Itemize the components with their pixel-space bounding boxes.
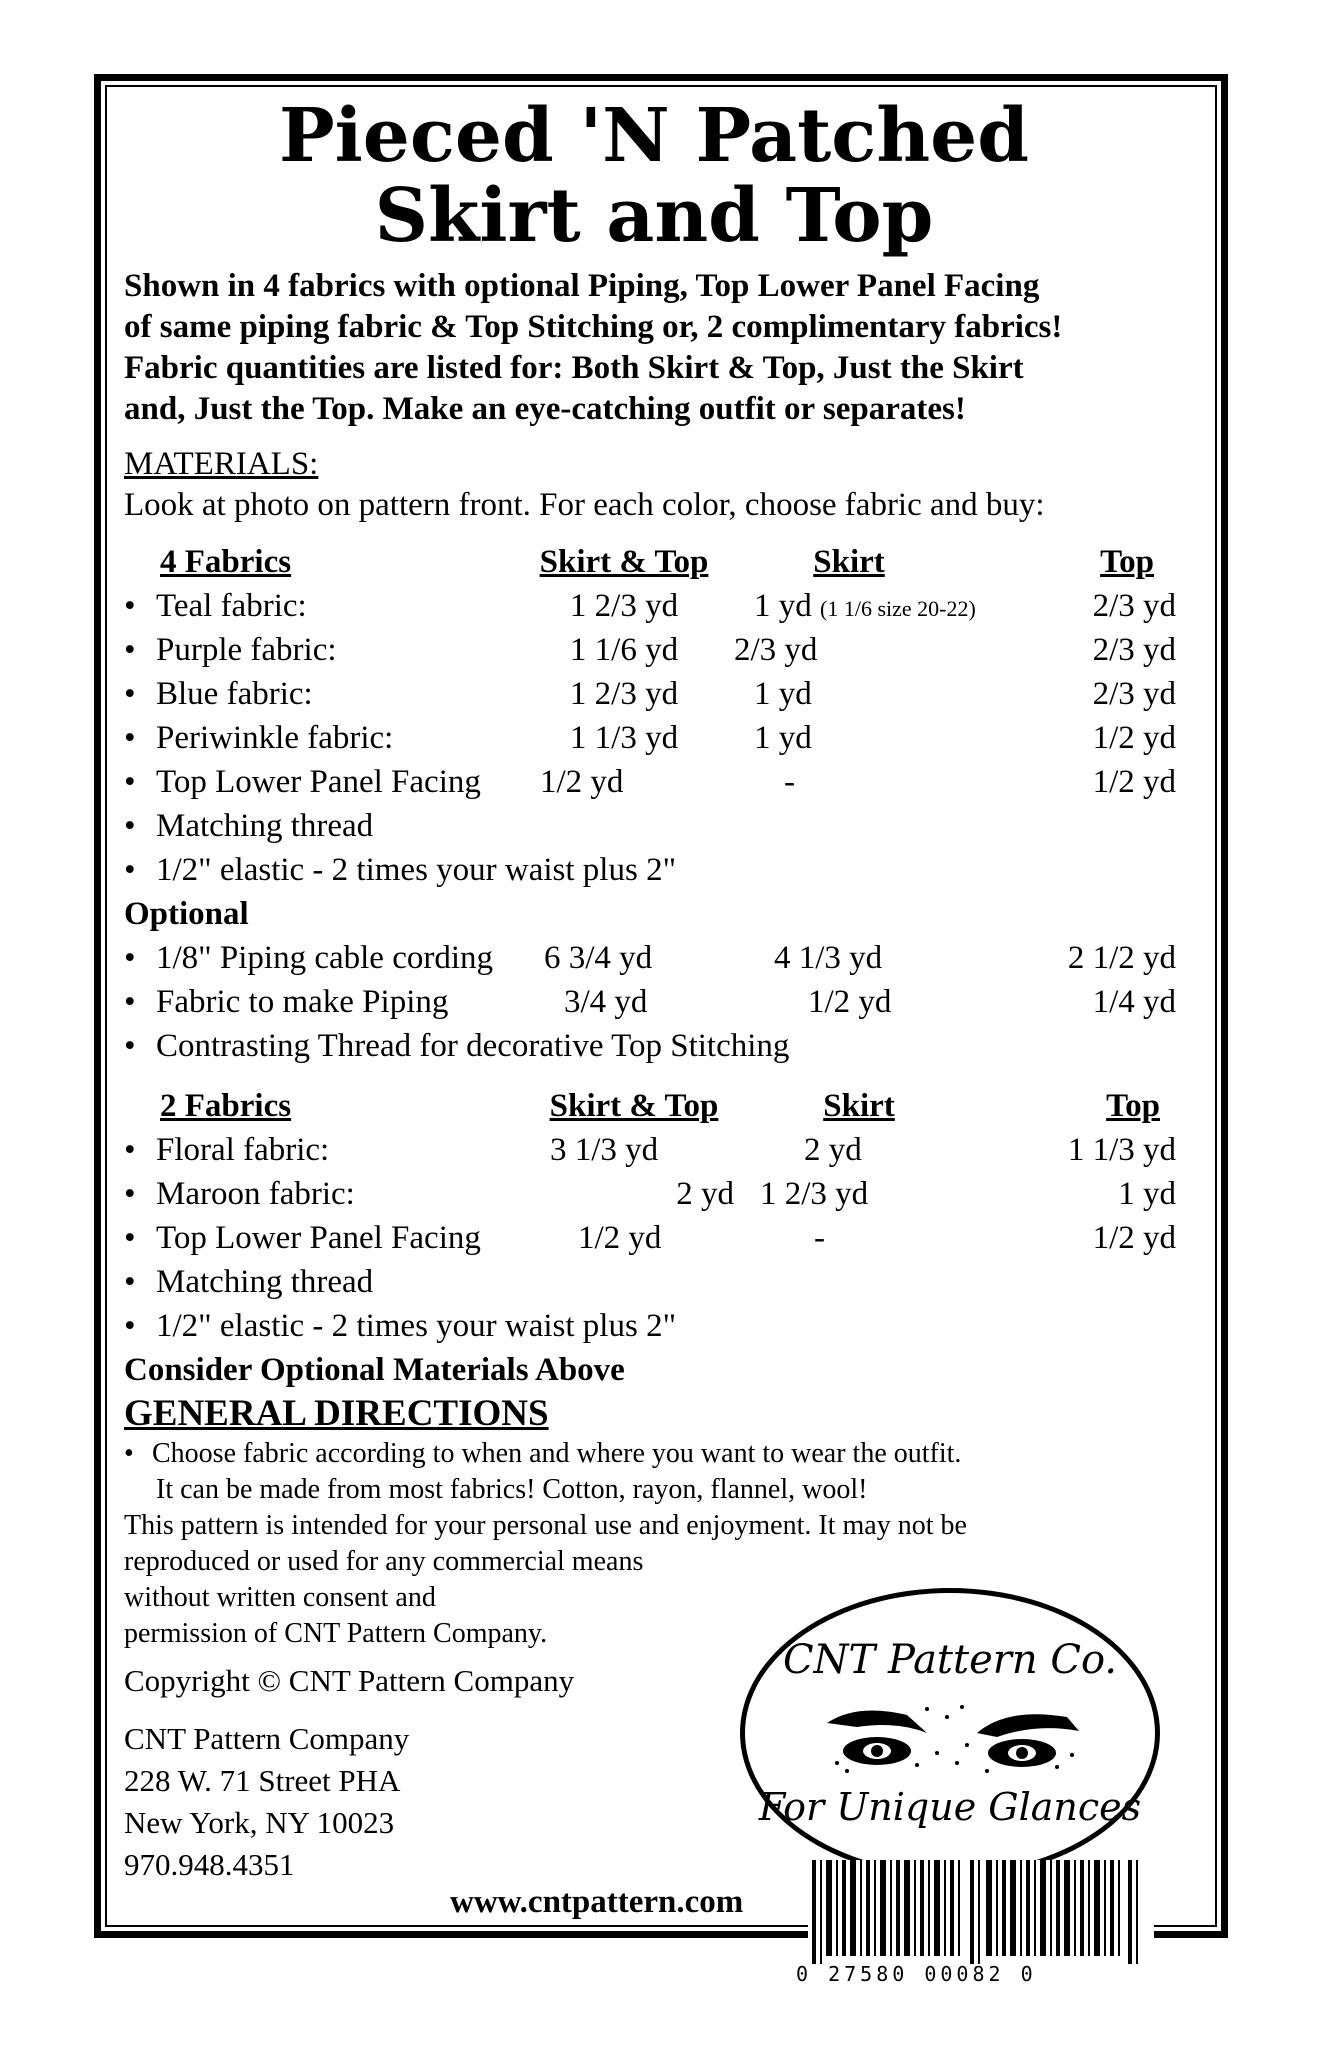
logo-title: CNT Pattern Co. (782, 1637, 1118, 1683)
table-row (124, 1128, 1184, 1172)
table-row (124, 1216, 1184, 1260)
list-item (124, 1260, 1184, 1304)
item-label: Top Lower Panel Facing (156, 763, 481, 800)
item-label: Fabric to make Piping (156, 983, 449, 1020)
table-row (124, 628, 1184, 672)
bullet: • (124, 1438, 134, 1469)
qty-both: 1 2/3 yd (569, 587, 679, 624)
optional-heading: Optional (124, 896, 249, 932)
list-item (124, 848, 1184, 892)
intro-line: and, Just the Top. Make an eye-catching outfit or separates! (124, 391, 966, 427)
item-label: Periwinkle fabric: (156, 719, 394, 756)
general-bullet-line: Choose fabric according to when and where you want to wear the outfit. (152, 1438, 962, 1469)
column-header: 4 Fabrics (160, 543, 292, 580)
bullet: • (124, 763, 136, 800)
qty-both: 1 2/3 yd (569, 675, 679, 712)
qty-skirt: 1 2/3 yd (760, 1175, 869, 1212)
column-header: 2 Fabrics (160, 1087, 292, 1124)
qty-skirt: 2 yd (804, 1131, 862, 1168)
qty-top: 2/3 yd (1092, 675, 1176, 712)
column-header: Skirt (823, 1087, 895, 1124)
four-fabrics-table (124, 540, 1184, 804)
qty-skirt: 1 yd (754, 675, 812, 712)
table-row (124, 716, 1184, 760)
item-label: 1/2" elastic - 2 times your waist plus 2" (156, 852, 677, 888)
column-header: Skirt & Top (549, 1087, 719, 1124)
qty-top: 1/2 yd (1092, 763, 1176, 800)
bullet: • (124, 1219, 136, 1256)
table-row (124, 1172, 1184, 1216)
bullet: • (124, 1028, 136, 1064)
materials-heading: MATERIALS: (124, 446, 319, 482)
qty-skirt: 1 yd (754, 587, 812, 624)
table-header-row (124, 540, 1184, 584)
qty-top: 2/3 yd (1092, 631, 1176, 668)
qty-both: 1/2 yd (578, 1219, 662, 1256)
company-logo (740, 1588, 1160, 1878)
qty-skirt: 2/3 yd (734, 631, 818, 668)
general-bullet-line: It can be made from most fabrics! Cotton, rayon, flannel, wool! (156, 1474, 868, 1505)
item-label: Matching thread (156, 808, 374, 844)
bullet: • (124, 1308, 136, 1344)
qty-top: 1/2 yd (1092, 719, 1176, 756)
qty-top: 1/2 yd (1092, 1219, 1176, 1256)
qty-top: 1 1/3 yd (1067, 1131, 1176, 1168)
item-label: Top Lower Panel Facing (156, 1219, 481, 1256)
title-line-1: Pieced 'N Patched (278, 93, 1029, 179)
column-header: Top (1100, 543, 1154, 580)
notice-line: without written consent and (124, 1582, 436, 1613)
qty-top: 2/3 yd (1092, 587, 1176, 624)
qty-both: 3 1/3 yd (550, 1131, 659, 1168)
column-header: Skirt (813, 543, 885, 580)
two-fabrics-table (124, 1084, 1184, 1260)
company-name: CNT Pattern Company (124, 1721, 410, 1756)
qty-both: 1 1/6 yd (569, 631, 679, 668)
column-header: Top (1106, 1087, 1160, 1124)
general-bullet (124, 1436, 1184, 1472)
table-row (124, 760, 1184, 804)
bullet: • (124, 983, 136, 1020)
qty-top: 1/4 yd (1092, 983, 1176, 1020)
bullet: • (124, 1264, 136, 1300)
qty-both: 1 1/3 yd (569, 719, 679, 756)
item-label: Floral fabric: (156, 1131, 330, 1168)
list-item (124, 1024, 1184, 1068)
intro-line: Shown in 4 fabrics with optional Piping, Top Lower Panel Facing (124, 268, 1040, 304)
item-label: Teal fabric: (156, 587, 307, 624)
bullet: • (124, 939, 136, 976)
qty-skirt: - (814, 1219, 825, 1256)
barcode-digits: 0 27580 00082 0 (796, 1962, 1037, 1986)
item-label: Contrasting Thread for decorative Top Stitching (156, 1028, 790, 1064)
notice-line: permission of CNT Pattern Company. (124, 1618, 548, 1649)
item-label: Blue fabric: (156, 675, 313, 712)
list-item (124, 804, 1184, 848)
title-line-2: Skirt and Top (374, 173, 934, 259)
website-link[interactable]: www.cntpattern.com (450, 1884, 744, 1920)
bullet: • (124, 675, 136, 712)
qty-skirt: 1/2 yd (808, 983, 892, 1020)
copyright: Copyright © CNT Pattern Company (124, 1663, 575, 1698)
item-label: 1/8" Piping cable cording (156, 939, 493, 976)
notice-line: reproduced or used for any commercial means (124, 1546, 644, 1577)
notice-line: This pattern is intended for your personal use and enjoyment. It may not be (124, 1510, 967, 1541)
size-note: (1 1/6 size 20-22) (820, 595, 976, 621)
company-city: New York, NY 10023 (124, 1805, 395, 1840)
qty-skirt: 1 yd (754, 719, 812, 756)
company-phone: 970.948.4351 (124, 1847, 295, 1882)
item-label: Matching thread (156, 1264, 374, 1300)
eyes-icon (817, 1693, 1087, 1783)
item-label: Maroon fabric: (156, 1175, 355, 1212)
qty-top: 1 yd (1118, 1175, 1176, 1212)
table-header-row (124, 1084, 1184, 1128)
optional-table (124, 936, 1184, 1024)
company-street: 228 W. 71 Street PHA (124, 1763, 401, 1798)
qty-skirt: - (784, 763, 795, 800)
table-row (124, 936, 1184, 980)
general-directions-heading: GENERAL DIRECTIONS (124, 1393, 549, 1434)
bullet: • (124, 808, 136, 844)
qty-skirt: 4 1/3 yd (774, 939, 883, 976)
intro-line: Fabric quantities are listed for: Both Skirt & Top, Just the Skirt (124, 350, 1024, 386)
bullet: • (124, 631, 136, 668)
bullet: • (124, 1175, 136, 1212)
qty-both: 1/2 yd (540, 763, 624, 800)
materials-instruction: Look at photo on pattern front. For each color, choose fabric and buy: (124, 487, 1045, 523)
bullet: • (124, 719, 136, 756)
qty-both: 2 yd (676, 1175, 734, 1212)
bullet: • (124, 852, 136, 888)
qty-both: 3/4 yd (564, 983, 648, 1020)
qty-top: 2 1/2 yd (1067, 939, 1176, 976)
item-label: Purple fabric: (156, 631, 337, 668)
bullet: • (124, 587, 136, 624)
column-header: Skirt & Top (539, 543, 709, 580)
table-row (124, 672, 1184, 716)
qty-both: 6 3/4 yd (544, 939, 653, 976)
page-title (124, 93, 1184, 259)
logo-tagline: For Unique Glances (758, 1785, 1142, 1829)
list-item (124, 1304, 1184, 1348)
barcode-icon (808, 1860, 1154, 1970)
table-row (124, 980, 1184, 1024)
table-row (124, 584, 1184, 628)
intro-paragraph (124, 266, 1184, 430)
item-label: 1/2" elastic - 2 times your waist plus 2" (156, 1308, 677, 1344)
bullet: • (124, 1131, 136, 1168)
intro-line: of same piping fabric & Top Stitching or, 2 complimentary fabrics! (124, 309, 1063, 345)
optional-note: Consider Optional Materials Above (124, 1352, 625, 1388)
